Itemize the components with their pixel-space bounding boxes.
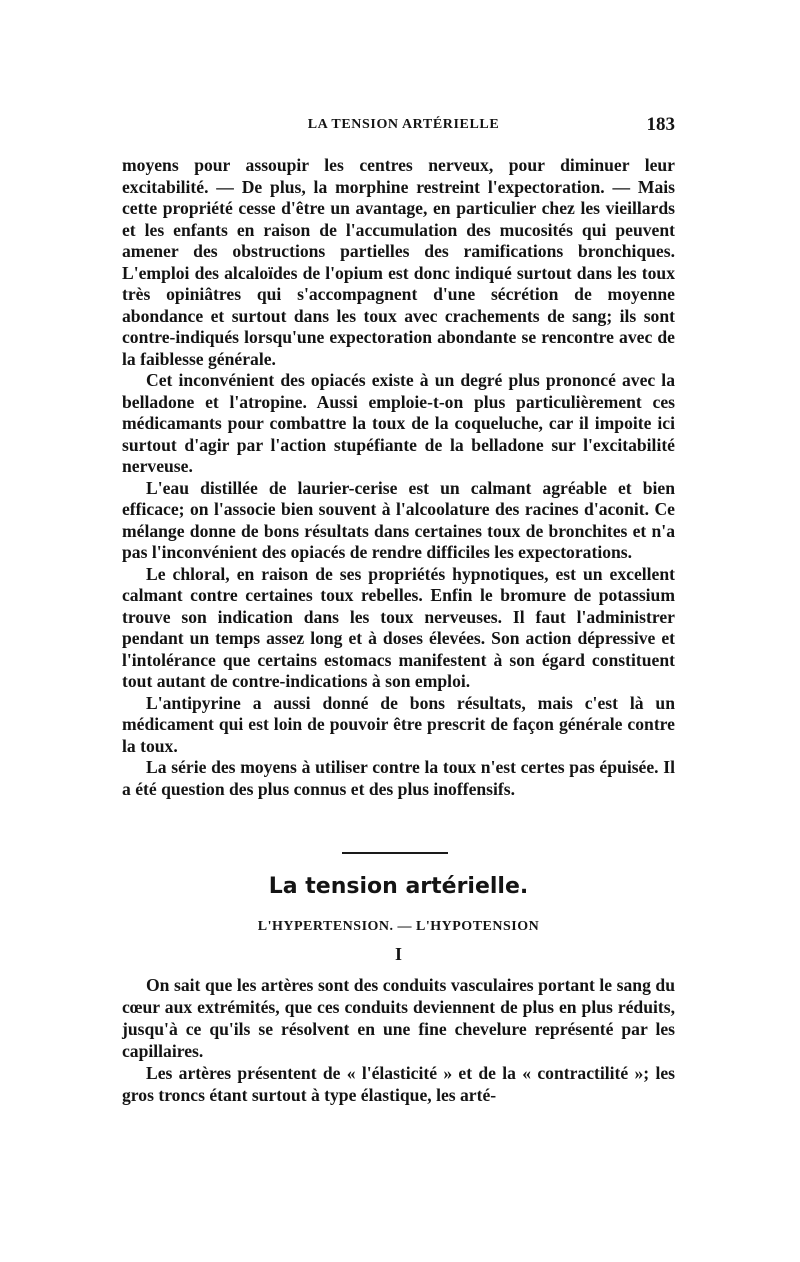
page-header: [122, 114, 675, 141]
paragraph: L'antipyrine a aussi donné de bons résultats, mais c'est là un médicament qui est loin de pouvoir être prescrit de façon générale contre la toux.: [122, 692, 675, 756]
paragraph: La série des moyens à utiliser contre la toux n'est certes pas épuisée. Il a été question des plus connus et des plus inoffensifs.: [122, 757, 675, 799]
page-number: 183: [646, 114, 675, 135]
section-title: La tension artérielle.: [268, 874, 529, 899]
body-text: [122, 155, 675, 800]
paragraph: Les artères présentent de « l'élasticité » et de la « contractilité »; les gros troncs étant surtout à type élastique, les arté-: [122, 1063, 675, 1105]
paragraph: moyens pour assoupir les centres nerveux, pour diminuer leur excitabilité. — De plus, la morphine restreint l'expectoration. — Mais cette propriété cesse d'être un avantage, en particulier chez les vieillards et les enfants en raison de l'accumulation des mucosités qui peuvent amener des obstructions partielles des ramifications bronchiques. L'emploi des alcaloïdes de l'opium est donc indiqué surtout dans les toux très opiniâtres qui s'accompagnent d'une sécrétion de moyenne abondance et surtout dans les toux avec crachements de sang; ils sont contre-indiqués lorsqu'une expectoration abondante se rencontre avec de la faiblesse générale.: [122, 155, 675, 369]
section-numeral: I: [394, 944, 402, 964]
paragraph: Cet inconvénient des opiacés existe à un degré plus prononcé avec la belladone et l'atropine. Aussi emploie-t-on plus particulièrement ces médicamants pour combattre la toux de la coqueluche, car il impoite ici surtout d'agir par l'action stupéfiante de la belladone sur l'excitabilité nerveuse.: [122, 370, 675, 476]
paragraph: Le chloral, en raison de ses propriétés hypnotiques, est un excellent calmant contre certaines toux rebelles. Enfin le bromure de potassium trouve son indication dans les toux nerveuses. Il faut l'administrer pendant un temps assez long et à doses élevées. Son action dépressive et l'intolérance que certains estomacs manifestent à son égard constituent tout autant de contre-indications à son emploi.: [122, 563, 675, 691]
section-subtitle: L'HYPERTENSION. — L'HYPOTENSION: [257, 919, 540, 934]
section-body-text: [122, 974, 675, 1106]
section-divider: [342, 852, 448, 854]
paragraph: L'eau distillée de laurier-cerise est un calmant agréable et bien efficace; on l'associe bien souvent à l'alcoolature des racines d'aconit. Ce mélange donne de bons résultats dans certaines toux de bronchites et n'a pas l'inconvénient des opiacés de rendre difficiles les expectorations.: [122, 477, 675, 562]
running-title: LA TENSION ARTÉRIELLE: [307, 117, 500, 132]
paragraph: On sait que les artères sont des conduits vasculaires portant le sang du cœur aux extrémités, que ces conduits deviennent de plus en plus réduits, jusqu'à ce qu'ils se résolvent en une fine chevelure représenté par les capillaires.: [122, 975, 675, 1061]
